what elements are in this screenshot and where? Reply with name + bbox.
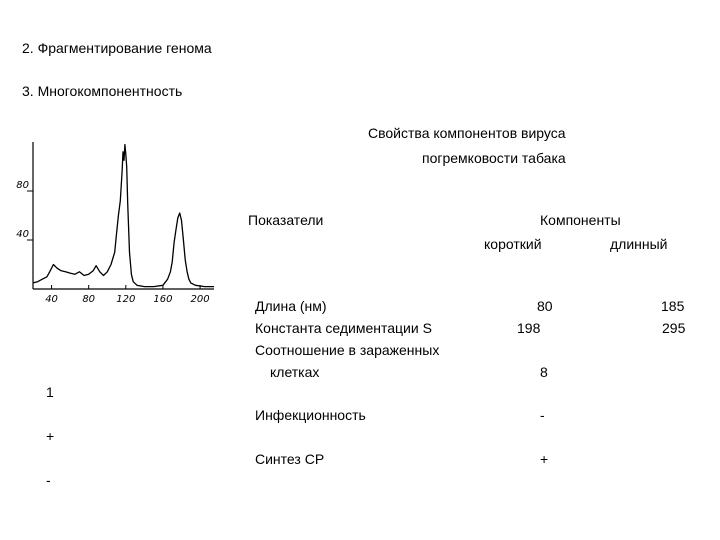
y-tick-label: 40 <box>16 229 29 240</box>
x-tick-label: 80 <box>82 294 96 305</box>
row-sedimentation-short: 198 <box>517 320 541 336</box>
chart-series <box>33 145 214 287</box>
row-infectivity-label: Инфекционность <box>255 407 366 423</box>
table-title-line1: Свойства компонентов вируса <box>368 125 566 141</box>
row-length-long: 185 <box>661 298 685 314</box>
y-tick-label: 80 <box>16 180 29 191</box>
row-length-short: 80 <box>537 298 553 314</box>
x-tick-label: 200 <box>190 294 210 305</box>
heading-multicomponent: 3. Многокомпонентность <box>22 83 183 99</box>
column-header-long: длинный <box>610 236 668 252</box>
row-ratio-long: 1 <box>46 384 54 400</box>
column-header-indicators: Показатели <box>248 212 324 228</box>
row-infectivity-long: + <box>46 428 55 444</box>
table-title-line2: погремковости табака <box>422 150 566 166</box>
row-ratio-short: 8 <box>540 364 548 380</box>
heading-fragmentation: 2. Фрагментирование генома <box>22 40 212 56</box>
row-ratio-label: Соотношение в зараженных <box>255 342 440 358</box>
row-length-label: Длина (нм) <box>255 298 327 314</box>
series-line <box>33 145 214 287</box>
x-tick-label: 120 <box>116 294 136 305</box>
row-cp-synthesis-short: + <box>540 451 549 467</box>
x-tick-label: 160 <box>153 294 173 305</box>
row-cp-synthesis-long: - <box>46 472 51 488</box>
row-sedimentation-long: 295 <box>662 320 686 336</box>
row-infectivity-short: - <box>540 407 545 423</box>
row-sedimentation-label: Константа седиментации S <box>255 320 432 336</box>
x-tick-label: 40 <box>45 294 58 305</box>
row-cp-synthesis-label: Синтез СР <box>255 451 325 467</box>
row-ratio-label-cont: клетках <box>270 364 320 380</box>
sedimentation-profile-chart <box>0 130 230 310</box>
column-header-components: Компоненты <box>540 212 621 228</box>
chart-ticks <box>16 180 209 305</box>
column-header-short: короткий <box>484 236 542 252</box>
